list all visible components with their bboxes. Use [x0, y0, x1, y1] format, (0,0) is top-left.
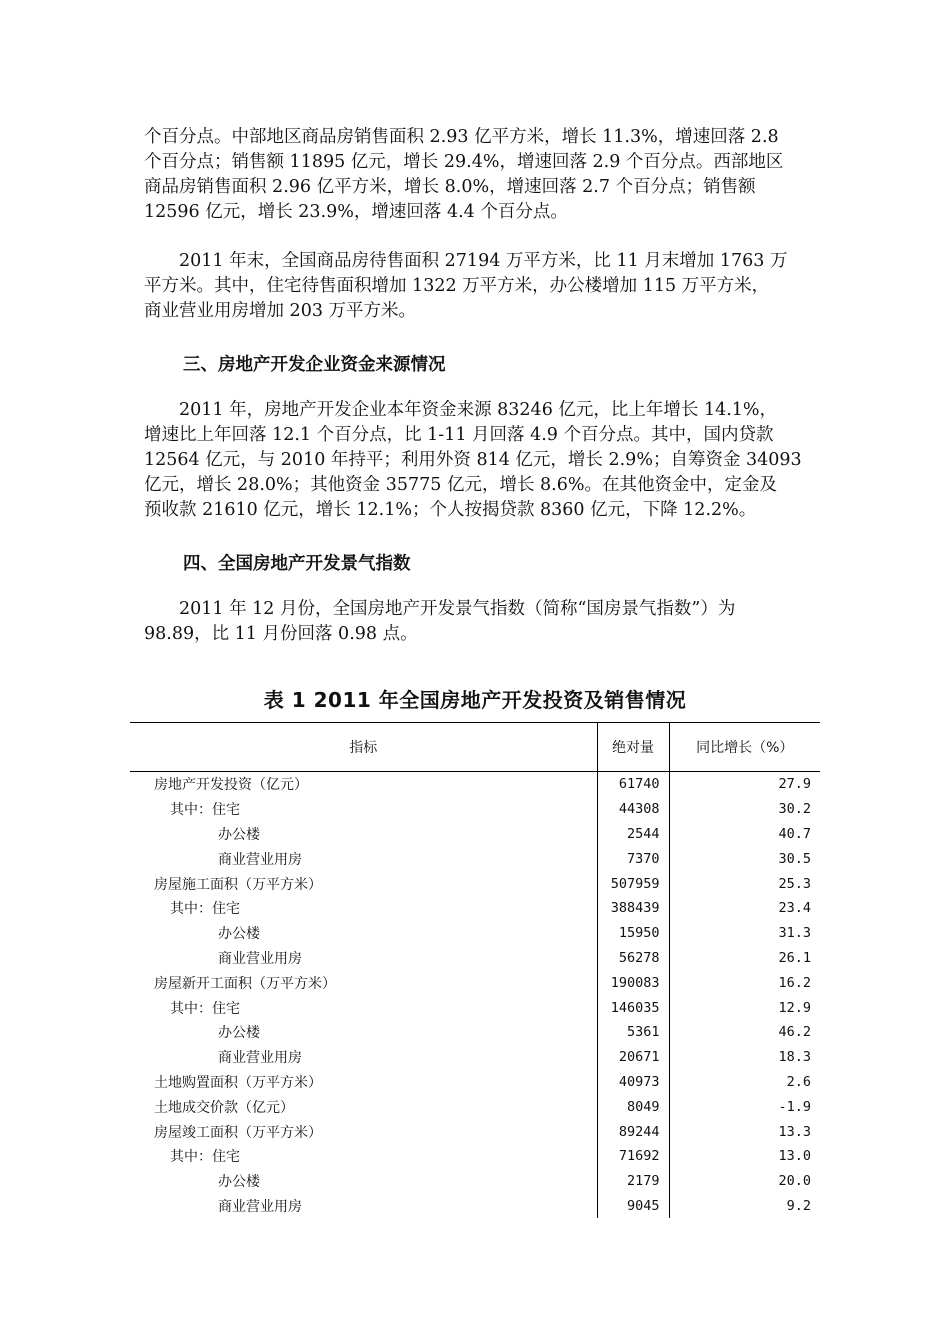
- text-line: 12596 亿元，增长 23.9%，增速回落 4.4 个百分点。: [144, 202, 568, 222]
- row-growth: 46.2: [669, 1020, 820, 1045]
- row-value: 9045: [597, 1194, 669, 1219]
- row-growth: 18.3: [669, 1045, 820, 1070]
- text-line: 增速比上年回落 12.1 个百分点，比 1-11 月回落 4.9 个百分点。其中，国内贷款: [144, 425, 774, 445]
- row-value: 15950: [597, 921, 669, 946]
- row-label: 商业营业用房: [218, 1050, 302, 1067]
- table-row: [130, 1020, 820, 1045]
- row-value: 2179: [597, 1169, 669, 1194]
- row-label: 办公楼: [218, 826, 260, 843]
- text-line: 个百分点。中部地区商品房销售面积 2.93 亿平方米，增长 11.3%，增速回落 2.8: [144, 127, 779, 147]
- table-row: [130, 822, 820, 847]
- row-value: 61740: [597, 772, 669, 797]
- row-growth: -1.9: [669, 1094, 820, 1119]
- row-growth: 26.1: [669, 946, 820, 971]
- text-line: 98.89，比 11 月份回落 0.98 点。: [144, 624, 418, 644]
- row-label: 房屋施工面积（万平方米）: [154, 876, 322, 893]
- row-growth: 40.7: [669, 822, 820, 847]
- table-row: [130, 921, 820, 946]
- row-value: 44308: [597, 797, 669, 822]
- text-line: 2011 年末，全国商品房待售面积 27194 万平方米，比 11 月末增加 1763 万: [144, 251, 788, 271]
- row-growth: 12.9: [669, 995, 820, 1020]
- table-row: [130, 1094, 820, 1119]
- row-value: 190083: [597, 970, 669, 995]
- row-label: 土地成交价款（亿元）: [154, 1099, 294, 1116]
- column-header-indicator: 指标: [130, 723, 597, 772]
- row-label: 商业营业用房: [218, 1198, 302, 1215]
- table-row: [130, 1144, 820, 1169]
- table-row: [130, 797, 820, 822]
- row-label: 其中：住宅: [170, 901, 240, 918]
- paragraph-index: [144, 597, 804, 647]
- text-line: 2011 年，房地产开发企业本年资金来源 83246 亿元，比上年增长 14.1%，: [144, 400, 778, 420]
- row-label: 商业营业用房: [218, 851, 302, 868]
- row-value: 56278: [597, 946, 669, 971]
- text-line: 亿元，增长 28.0%；其他资金 35775 亿元，增长 8.6%。在其他资金中，定金及: [144, 475, 777, 495]
- table-row: [130, 896, 820, 921]
- table-header-row: [130, 723, 820, 772]
- text-line: 商业营业用房增加 203 万平方米。: [144, 301, 417, 321]
- row-label: 房地产开发投资（亿元）: [154, 777, 308, 794]
- row-value: 2544: [597, 822, 669, 847]
- row-growth: 20.0: [669, 1169, 820, 1194]
- table-row: [130, 970, 820, 995]
- row-label: 其中：住宅: [170, 1149, 240, 1166]
- row-growth: 25.3: [669, 871, 820, 896]
- column-header-growth: 同比增长（%）: [669, 723, 820, 772]
- table-row: [130, 995, 820, 1020]
- row-label: 土地购置面积（万平方米）: [154, 1074, 322, 1091]
- row-value: 146035: [597, 995, 669, 1020]
- row-value: 7370: [597, 846, 669, 871]
- text-line: 个百分点；销售额 11895 亿元，增长 29.4%，增速回落 2.9 个百分点。西部地区: [144, 152, 784, 172]
- text-line: 2011 年 12 月份，全国房地产开发景气指数（简称“国房景气指数”）为: [144, 599, 736, 619]
- section-heading-funding: 三、房地产开发企业资金来源情况: [183, 355, 446, 375]
- section-heading-index: 四、全国房地产开发景气指数: [183, 554, 411, 574]
- table-row: [130, 772, 820, 797]
- row-value: 5361: [597, 1020, 669, 1045]
- row-value: 507959: [597, 871, 669, 896]
- row-value: 388439: [597, 896, 669, 921]
- row-growth: 27.9: [669, 772, 820, 797]
- row-value: 71692: [597, 1144, 669, 1169]
- table-row: [130, 1194, 820, 1219]
- paragraph-unsold-area: [144, 249, 804, 324]
- table-row: [130, 871, 820, 896]
- table-row: [130, 1045, 820, 1070]
- table-row: [130, 946, 820, 971]
- row-growth: 16.2: [669, 970, 820, 995]
- paragraph-funding: [144, 398, 804, 523]
- table-title: 表 1 2011 年全国房地产开发投资及销售情况: [263, 688, 687, 712]
- row-label: 办公楼: [218, 1025, 260, 1042]
- text-line: 商品房销售面积 2.96 亿平方米，增长 8.0%，增速回落 2.7 个百分点；销售额: [144, 177, 756, 197]
- text-line: 预收款 21610 亿元，增长 12.1%；个人按揭贷款 8360 亿元，下降 12.2%。: [144, 500, 757, 520]
- row-value: 8049: [597, 1094, 669, 1119]
- row-value: 89244: [597, 1119, 669, 1144]
- table-row: [130, 1119, 820, 1144]
- row-growth: 30.5: [669, 846, 820, 871]
- row-label: 其中：住宅: [170, 802, 240, 819]
- row-label: 房屋新开工面积（万平方米）: [154, 975, 336, 992]
- row-label: 房屋竣工面积（万平方米）: [154, 1124, 322, 1141]
- table-row: [130, 846, 820, 871]
- row-growth: 13.0: [669, 1144, 820, 1169]
- row-growth: 23.4: [669, 896, 820, 921]
- table-row: [130, 1070, 820, 1095]
- paragraph-regional-sales: [144, 125, 804, 225]
- row-label: 办公楼: [218, 926, 260, 943]
- text-line: 12564 亿元，与 2010 年持平；利用外资 814 亿元，增长 2.9%；自筹资金 34093: [144, 450, 802, 470]
- row-label: 办公楼: [218, 1174, 260, 1191]
- row-growth: 31.3: [669, 921, 820, 946]
- column-header-value: 绝对量: [597, 723, 669, 772]
- text-line: 平方米。其中，住宅待售面积增加 1322 万平方米，办公楼增加 115 万平方米，: [144, 276, 770, 296]
- row-growth: 2.6: [669, 1070, 820, 1095]
- row-label: 商业营业用房: [218, 950, 302, 967]
- table-row: [130, 1169, 820, 1194]
- row-value: 40973: [597, 1070, 669, 1095]
- investment-sales-table: [130, 722, 820, 1218]
- row-growth: 30.2: [669, 797, 820, 822]
- row-label: 其中：住宅: [170, 1000, 240, 1017]
- row-growth: 13.3: [669, 1119, 820, 1144]
- row-value: 20671: [597, 1045, 669, 1070]
- row-growth: 9.2: [669, 1194, 820, 1219]
